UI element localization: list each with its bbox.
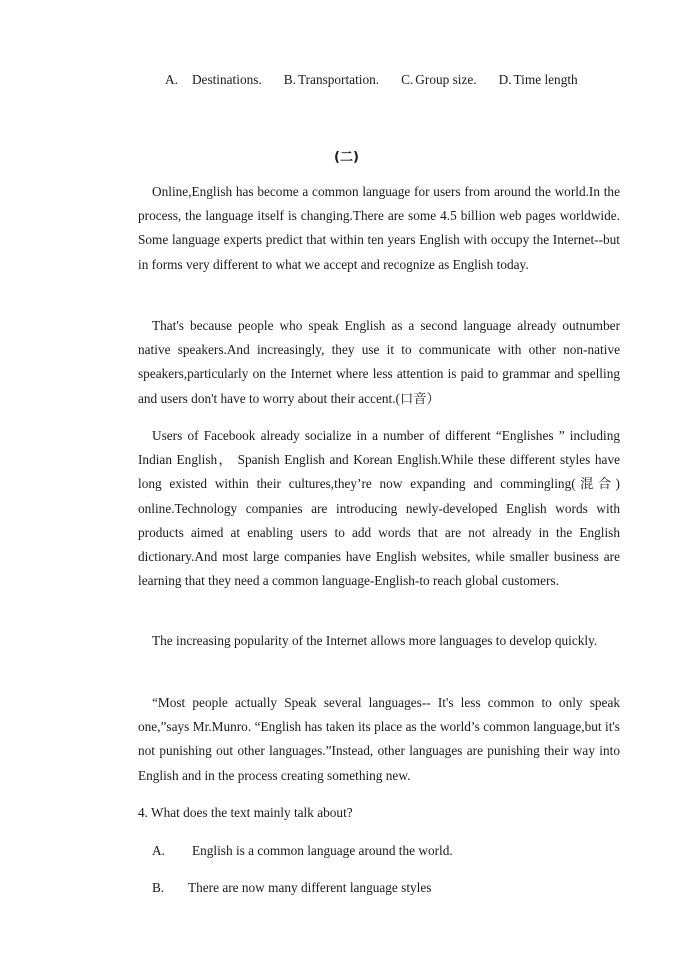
previous-question-options	[165, 72, 578, 88]
answer-a-letter: A.	[152, 843, 165, 858]
answer-a-text: English is a common language around the world.	[192, 843, 453, 858]
answer-b-letter: B.	[152, 880, 165, 895]
option-c-text: Group size.	[415, 72, 477, 87]
option-b-text: Transportation.	[297, 72, 380, 87]
passage-paragraph-2	[138, 314, 620, 411]
option-a-letter: A.	[165, 72, 178, 87]
option-a-text: Destinations.	[191, 72, 262, 87]
passage-paragraph-5	[138, 691, 620, 788]
passage-paragraph-3	[138, 424, 620, 593]
option-c	[401, 72, 477, 88]
option-d-letter: D.	[498, 72, 512, 87]
paragraph-4-text: The increasing popularity of the Internet allows more languages to develop quickly.	[152, 633, 598, 648]
option-a	[165, 72, 262, 88]
paragraph-2-text: That's because people who speak English as a second language already outnumber native speakers.And increasingly, they use it to communicate with other non-native speakers,particularly on the Internet where less attention is paid to grammar and spelling and users don't have to worry about their accent.(口音）	[138, 318, 620, 406]
option-c-letter: C.	[401, 72, 414, 87]
option-d-text: Time length	[513, 72, 578, 87]
passage-paragraph-1	[138, 180, 620, 277]
question-4: 4. What does the text mainly talk about?	[138, 805, 353, 820]
option-b-letter: B.	[283, 72, 296, 87]
paragraph-5-text: “Most people actually Speak several languages-- It's less common to only speak one,”says Mr.Munro. “English has taken its place as the world’s common language,but it's not punishing out other languages.”Instead, other languages are punishing their way into English and in the process creating something new.	[138, 695, 620, 783]
section-mark: (二)	[334, 150, 359, 165]
option-b	[284, 72, 379, 88]
paragraph-3-text: Users of Facebook already socialize in a number of different “Englishes ” including Indian English， Spanish English and Korean English.While these different styles have long existed within their cultures,they’re now expanding and commingling(混合) online.Technology companies are introducing newly-developed English words with products aimed at enabling users to add words that are not already in the English dictionary.And most large companies have English websites, while smaller business are learning that they need a common language-English-to reach global customers.	[138, 428, 620, 589]
paragraph-1-text: Online,English has become a common language for users from around the world.In the process, the language itself is changing.There are some 4.5 billion web pages worldwide. Some language experts predict that within ten years English with occupy the Internet--but in forms very different to what we accept and recognize as English today.	[138, 184, 620, 272]
answer-b-text: There are now many different language styles	[188, 880, 432, 895]
answer-b	[152, 880, 431, 896]
answer-a	[152, 843, 453, 859]
option-d	[499, 72, 578, 88]
passage-paragraph-4	[138, 629, 620, 653]
